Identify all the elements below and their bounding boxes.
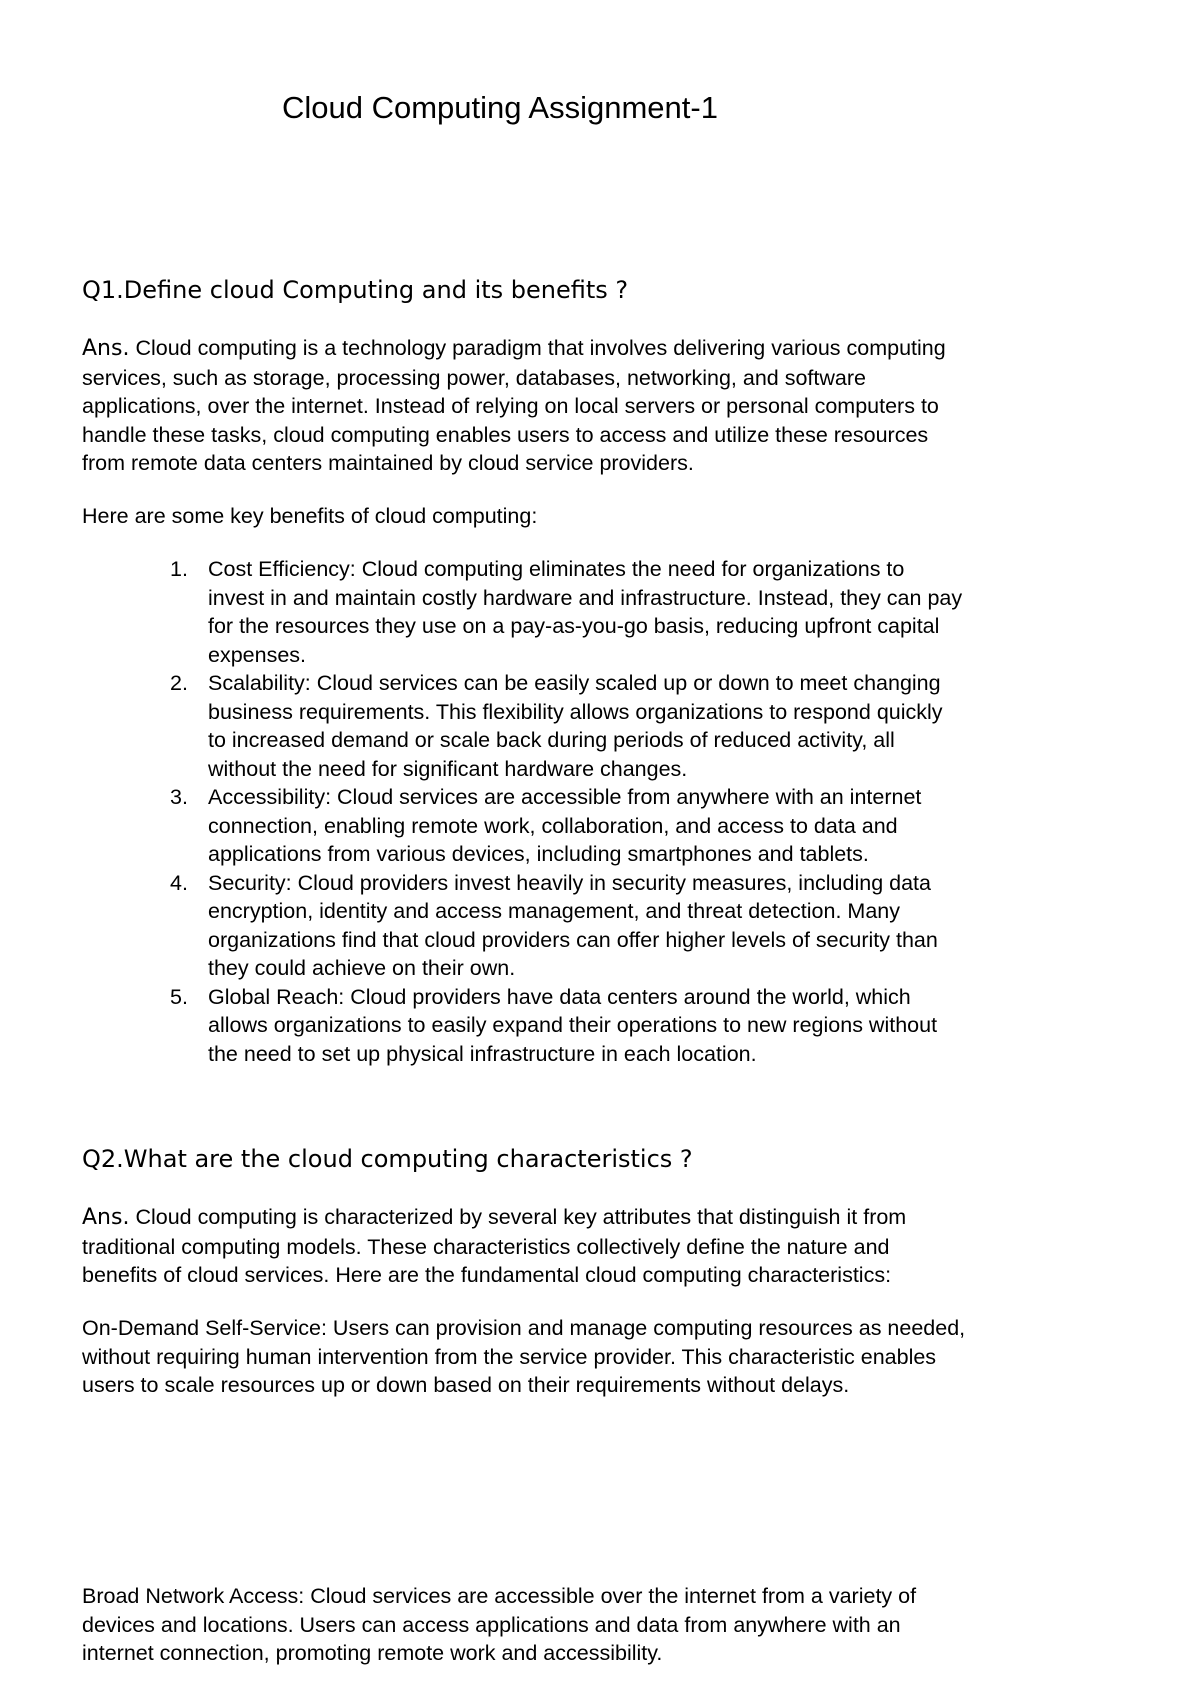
- paragraph-line: devices and locations. Users can access applications and data from anywhere with an: [82, 1612, 901, 1637]
- paragraph-line: internet connection, promoting remote work and accessibility.: [82, 1641, 663, 1665]
- list-item-line: for the resources they use on a pay-as-you-go basis, reducing upfront capital: [208, 614, 940, 638]
- answer-line: from remote data centers maintained by cloud service providers.: [82, 451, 694, 475]
- paragraph-line: Broad Network Access: Cloud services are accessible over the internet from a variety of: [82, 1584, 917, 1608]
- list-item-line: Cost Efficiency: Cloud computing eliminates the need for organizations to: [208, 557, 905, 581]
- list-item-number: 4.: [170, 870, 188, 895]
- paragraph-line: On-Demand Self-Service: Users can provision and manage computing resources as needed,: [82, 1316, 966, 1340]
- answer-label: Ans.: [82, 1205, 130, 1230]
- list-item-number: 2.: [170, 671, 188, 695]
- document-title: Cloud Computing Assignment-1: [282, 90, 718, 125]
- benefits-intro: Here are some key benefits of cloud computing:: [82, 504, 538, 528]
- question-1-answer: [82, 334, 1122, 478]
- list-item-line: connection, enabling remote work, collaboration, and access to data and: [208, 813, 898, 838]
- list-item-line: encryption, identity and access management, and threat detection. Many: [208, 899, 900, 923]
- answer-line: traditional computing models. These characteristics collectively define the nature and: [82, 1234, 890, 1259]
- list-item-line: to increased demand or scale back during periods of reduced activity, all: [208, 728, 895, 752]
- list-item: [0, 983, 1078, 1069]
- list-item-number: 1.: [170, 557, 188, 581]
- list-item-line: Scalability: Cloud services can be easily scaled up or down to meet changing: [208, 671, 941, 695]
- answer-line: services, such as storage, processing power, databases, networking, and software: [82, 365, 866, 390]
- list-item-line: business requirements. This flexibility allows organizations to respond quickly: [208, 699, 943, 724]
- list-item: [0, 783, 1078, 869]
- answer-line: Cloud computing is a technology paradigm that involves delivering various computing: [135, 336, 946, 360]
- list-item-line: Security: Cloud providers invest heavily in security measures, including data: [208, 870, 931, 895]
- list-item-line: the need to set up physical infrastructure in each location.: [208, 1041, 757, 1066]
- question-2-answer: [82, 1203, 1122, 1290]
- answer-label: Ans.: [82, 336, 130, 361]
- list-item-line: allows organizations to easily expand their operations to new regions without: [208, 1013, 938, 1037]
- list-item-line: Global Reach: Cloud providers have data centers around the world, which: [208, 984, 911, 1009]
- question-1-heading: Q1.Define cloud Computing and its benefits ?: [82, 276, 629, 304]
- list-item: [0, 869, 1078, 983]
- list-item-line: expenses.: [208, 642, 307, 667]
- benefits-list: [0, 555, 1078, 1068]
- list-item-line: they could achieve on their own.: [208, 956, 516, 980]
- answer-line: applications, over the internet. Instead of relying on local servers or personal computers to: [82, 394, 939, 418]
- list-item-number: 3.: [170, 785, 188, 809]
- list-item: [0, 555, 1078, 669]
- question-2-heading: Q2.What are the cloud computing characteristics ?: [82, 1145, 693, 1173]
- list-item: [0, 669, 1078, 783]
- list-item-line: without the need for significant hardware changes.: [208, 756, 688, 781]
- answer-line: handle these tasks, cloud computing enables users to access and utilize these resources: [82, 422, 929, 447]
- list-item-line: applications from various devices, including smartphones and tablets.: [208, 842, 869, 866]
- answer-line: benefits of cloud services. Here are the fundamental cloud computing characteristics:: [82, 1263, 892, 1287]
- answer-line: Cloud computing is characterized by several key attributes that distinguish it from: [135, 1205, 907, 1229]
- list-item-line: organizations find that cloud providers can offer higher levels of security than: [208, 927, 938, 952]
- list-item-line: Accessibility: Cloud services are accessible from anywhere with an internet: [208, 785, 922, 809]
- paragraph-line: users to scale resources up or down based on their requirements without delays.: [82, 1373, 850, 1397]
- broad-network-access-paragraph: [82, 1582, 1122, 1668]
- on-demand-self-service-paragraph: [82, 1314, 1122, 1400]
- paragraph-line: without requiring human intervention from the service provider. This characteristic enables: [82, 1344, 937, 1369]
- list-item-line: invest in and maintain costly hardware and infrastructure. Instead, they can pay: [208, 585, 963, 610]
- list-item-number: 5.: [170, 984, 188, 1009]
